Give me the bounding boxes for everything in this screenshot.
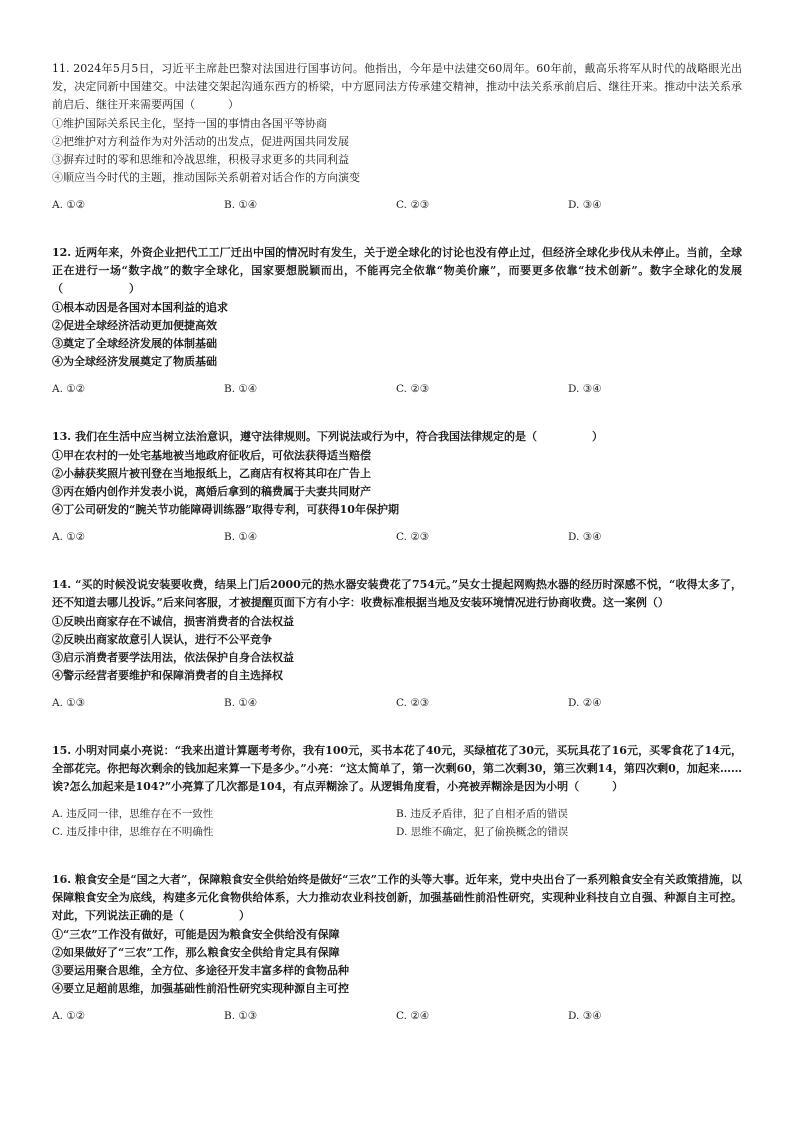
question-stem: 13. 我们在生活中应当树立法治意识，遵守法律规则。下列说法或行为中，符合我国法律规定的是（ ）: [52, 430, 603, 443]
question-15: [52, 742, 742, 841]
option-c[interactable]: C. ②④: [396, 1010, 430, 1022]
statement-item: ②把维护对方利益作为对外活动的出发点，促进两国共同发展: [52, 135, 349, 148]
option-a[interactable]: A. ①②: [52, 1010, 86, 1022]
question-stem: 14. “买的时候没说安装要收费，结果上门后2000元的热水器安装费花了754元。”吴女士提起网购热水器的经历时深感不悦，“收得太多了，还不知道去哪儿投诉。”后来问客服，才被提醒页面下方有小字：收费标准根据当地及安装环境情况进行协商收费。这一案例（）: [52, 578, 742, 609]
option-d[interactable]: D. ③④: [568, 1010, 602, 1022]
option-c[interactable]: C. ②③: [396, 383, 430, 395]
question-12: [52, 244, 742, 398]
statement-item: ④要立足超前思维，加强基础性前沿性研究实现种源自主可控: [52, 982, 349, 995]
answer-options: [52, 380, 742, 398]
statement-list: [52, 299, 742, 371]
option-a[interactable]: A. ①②: [52, 199, 86, 211]
option-d[interactable]: D. ③④: [568, 531, 602, 543]
option-d[interactable]: D. ②④: [568, 697, 602, 709]
statement-list: [52, 613, 742, 685]
option-d[interactable]: D. ③④: [568, 383, 602, 395]
option-c[interactable]: C. 违反排中律，思维存在不明确性: [52, 826, 214, 838]
statement-item: ①根本动因是各国对本国利益的追求: [52, 301, 228, 314]
question-stem: 15. 小明对同桌小亮说：“我来出道计算题考考你，我有100元，买书本花了40元，买绿植花了30元，买玩具花了16元，买零食花了14元，全部花完。你把每次剩余的钱加起来算一下是多少。”小亮：“这太简单了，第一次剩60，第二次剩30，第三次剩14，第四次剩0，加起来……诶?怎么加起来是104?”小亮算了几次都是104，有点弄糊涂了。从逻辑角度看，小亮被弄糊涂是因为小明（ ）: [52, 744, 742, 793]
question-stem: 11. 2024年5月5日，习近平主席赴巴黎对法国进行国事访问。他指出，今年是中法建交60周年。60年前，戴高乐将军从时代的战略眼光出发，决定同新中国建交。中法建交架起沟通东西方的桥梁，中方愿同法方传承建交精神，推动中法关系承前启后、继往开来。推动中法关系承前启后、继往开来需要两国（ ）: [52, 62, 742, 111]
option-b[interactable]: B. 违反矛盾律，犯了自相矛盾的错误: [396, 808, 568, 820]
statement-list: [52, 115, 742, 187]
statement-item: ②如果做好了“三农”工作，那么粮食安全供给肯定具有保障: [52, 946, 340, 959]
option-b[interactable]: B. ①④: [224, 531, 258, 543]
option-a[interactable]: A. 违反同一律，思维存在不一致性: [52, 808, 214, 820]
option-a[interactable]: A. ①③: [52, 697, 86, 709]
question-14: [52, 576, 742, 712]
option-b[interactable]: B. ①③: [224, 1010, 258, 1022]
question-16: [52, 871, 742, 1025]
statement-item: ③丙在婚内创作并发表小说，离婚后拿到的稿费属于夫妻共同财产: [52, 485, 371, 498]
statement-item: ④丁公司研发的“腕关节功能障碍训练器”取得专利，可获得10年保护期: [52, 503, 399, 516]
statement-item: ④为全球经济发展奠定了物质基础: [52, 355, 217, 368]
statement-item: ④警示经营者要维护和保障消费者的自主选择权: [52, 669, 283, 682]
option-a[interactable]: A. ①②: [52, 531, 86, 543]
answer-options: [52, 805, 742, 841]
statement-item: ②小赫获奖照片被刊登在当地报纸上，乙商店有权将其印在广告上: [52, 467, 371, 480]
option-c[interactable]: C. ②③: [396, 531, 430, 543]
question-11: [52, 60, 742, 214]
statement-item: ②反映出商家故意引人误认，进行不公平竞争: [52, 633, 272, 646]
answer-options: [52, 196, 742, 214]
statement-item: ③奠定了全球经济发展的体制基础: [52, 337, 217, 350]
statement-item: ①“三农”工作没有做好，可能是因为粮食安全供给没有保障: [52, 928, 340, 941]
statement-item: ③摒弃过时的零和思维和冷战思维，积极寻求更多的共同利益: [52, 153, 349, 166]
option-row: [52, 805, 742, 823]
statement-item: ①维护国际关系民主化，坚持一国的事情由各国平等协商: [52, 117, 327, 130]
statement-item: ②促进全球经济活动更加便捷高效: [52, 319, 217, 332]
statement-item: ③要运用聚合思维，全方位、多途径开发丰富多样的食物品种: [52, 964, 349, 977]
statement-item: ④顺应当今时代的主题，推动国际关系朝着对话合作的方向演变: [52, 171, 360, 184]
statement-list: [52, 447, 742, 519]
option-c[interactable]: C. ②③: [396, 697, 430, 709]
statement-list: [52, 926, 742, 998]
option-a[interactable]: A. ①②: [52, 383, 86, 395]
statement-item: ①反映出商家存在不诚信，损害消费者的合法权益: [52, 615, 294, 628]
answer-options: [52, 694, 742, 712]
option-d[interactable]: D. 思维不确定，犯了偷换概念的错误: [396, 826, 569, 838]
answer-options: [52, 528, 742, 546]
question-13: [52, 428, 742, 546]
answer-options: [52, 1007, 742, 1025]
option-c[interactable]: C. ②③: [396, 199, 430, 211]
statement-item: ①甲在农村的一处宅基地被当地政府征收后，可依法获得适当赔偿: [52, 449, 371, 462]
question-stem: 12. 近两年来，外资企业把代工工厂迁出中国的情况时有发生，关于逆全球化的讨论也没有停止过，但经济全球化步伐从未停止。当前，全球正在进行一场“数字战”的数字全球化，国家要想脱颖而出，不能再完全依靠“物美价廉”，而要更多依靠“技术创新”。数字全球化的发展（ ）: [52, 246, 742, 295]
exam-page: [52, 60, 742, 1055]
option-b[interactable]: B. ①④: [224, 383, 258, 395]
statement-item: ③启示消费者要学法用法，依法保护自身合法权益: [52, 651, 294, 664]
option-d[interactable]: D. ③④: [568, 199, 602, 211]
option-b[interactable]: B. ①④: [224, 697, 258, 709]
option-row: [52, 823, 742, 841]
option-b[interactable]: B. ①④: [224, 199, 258, 211]
question-stem: 16. 粮食安全是“国之大者”，保障粮食安全供给始终是做好“三农”工作的头等大事。近年来，党中央出台了一系列粮食安全有关政策措施，以保障粮食安全为底线，构建多元化食物供给体系，大力推动农业科技创新，加强基础性前沿性研究，实现种业科技自立自强、种源自主可控。对此，下列说法正确的是（ ）: [52, 873, 742, 922]
